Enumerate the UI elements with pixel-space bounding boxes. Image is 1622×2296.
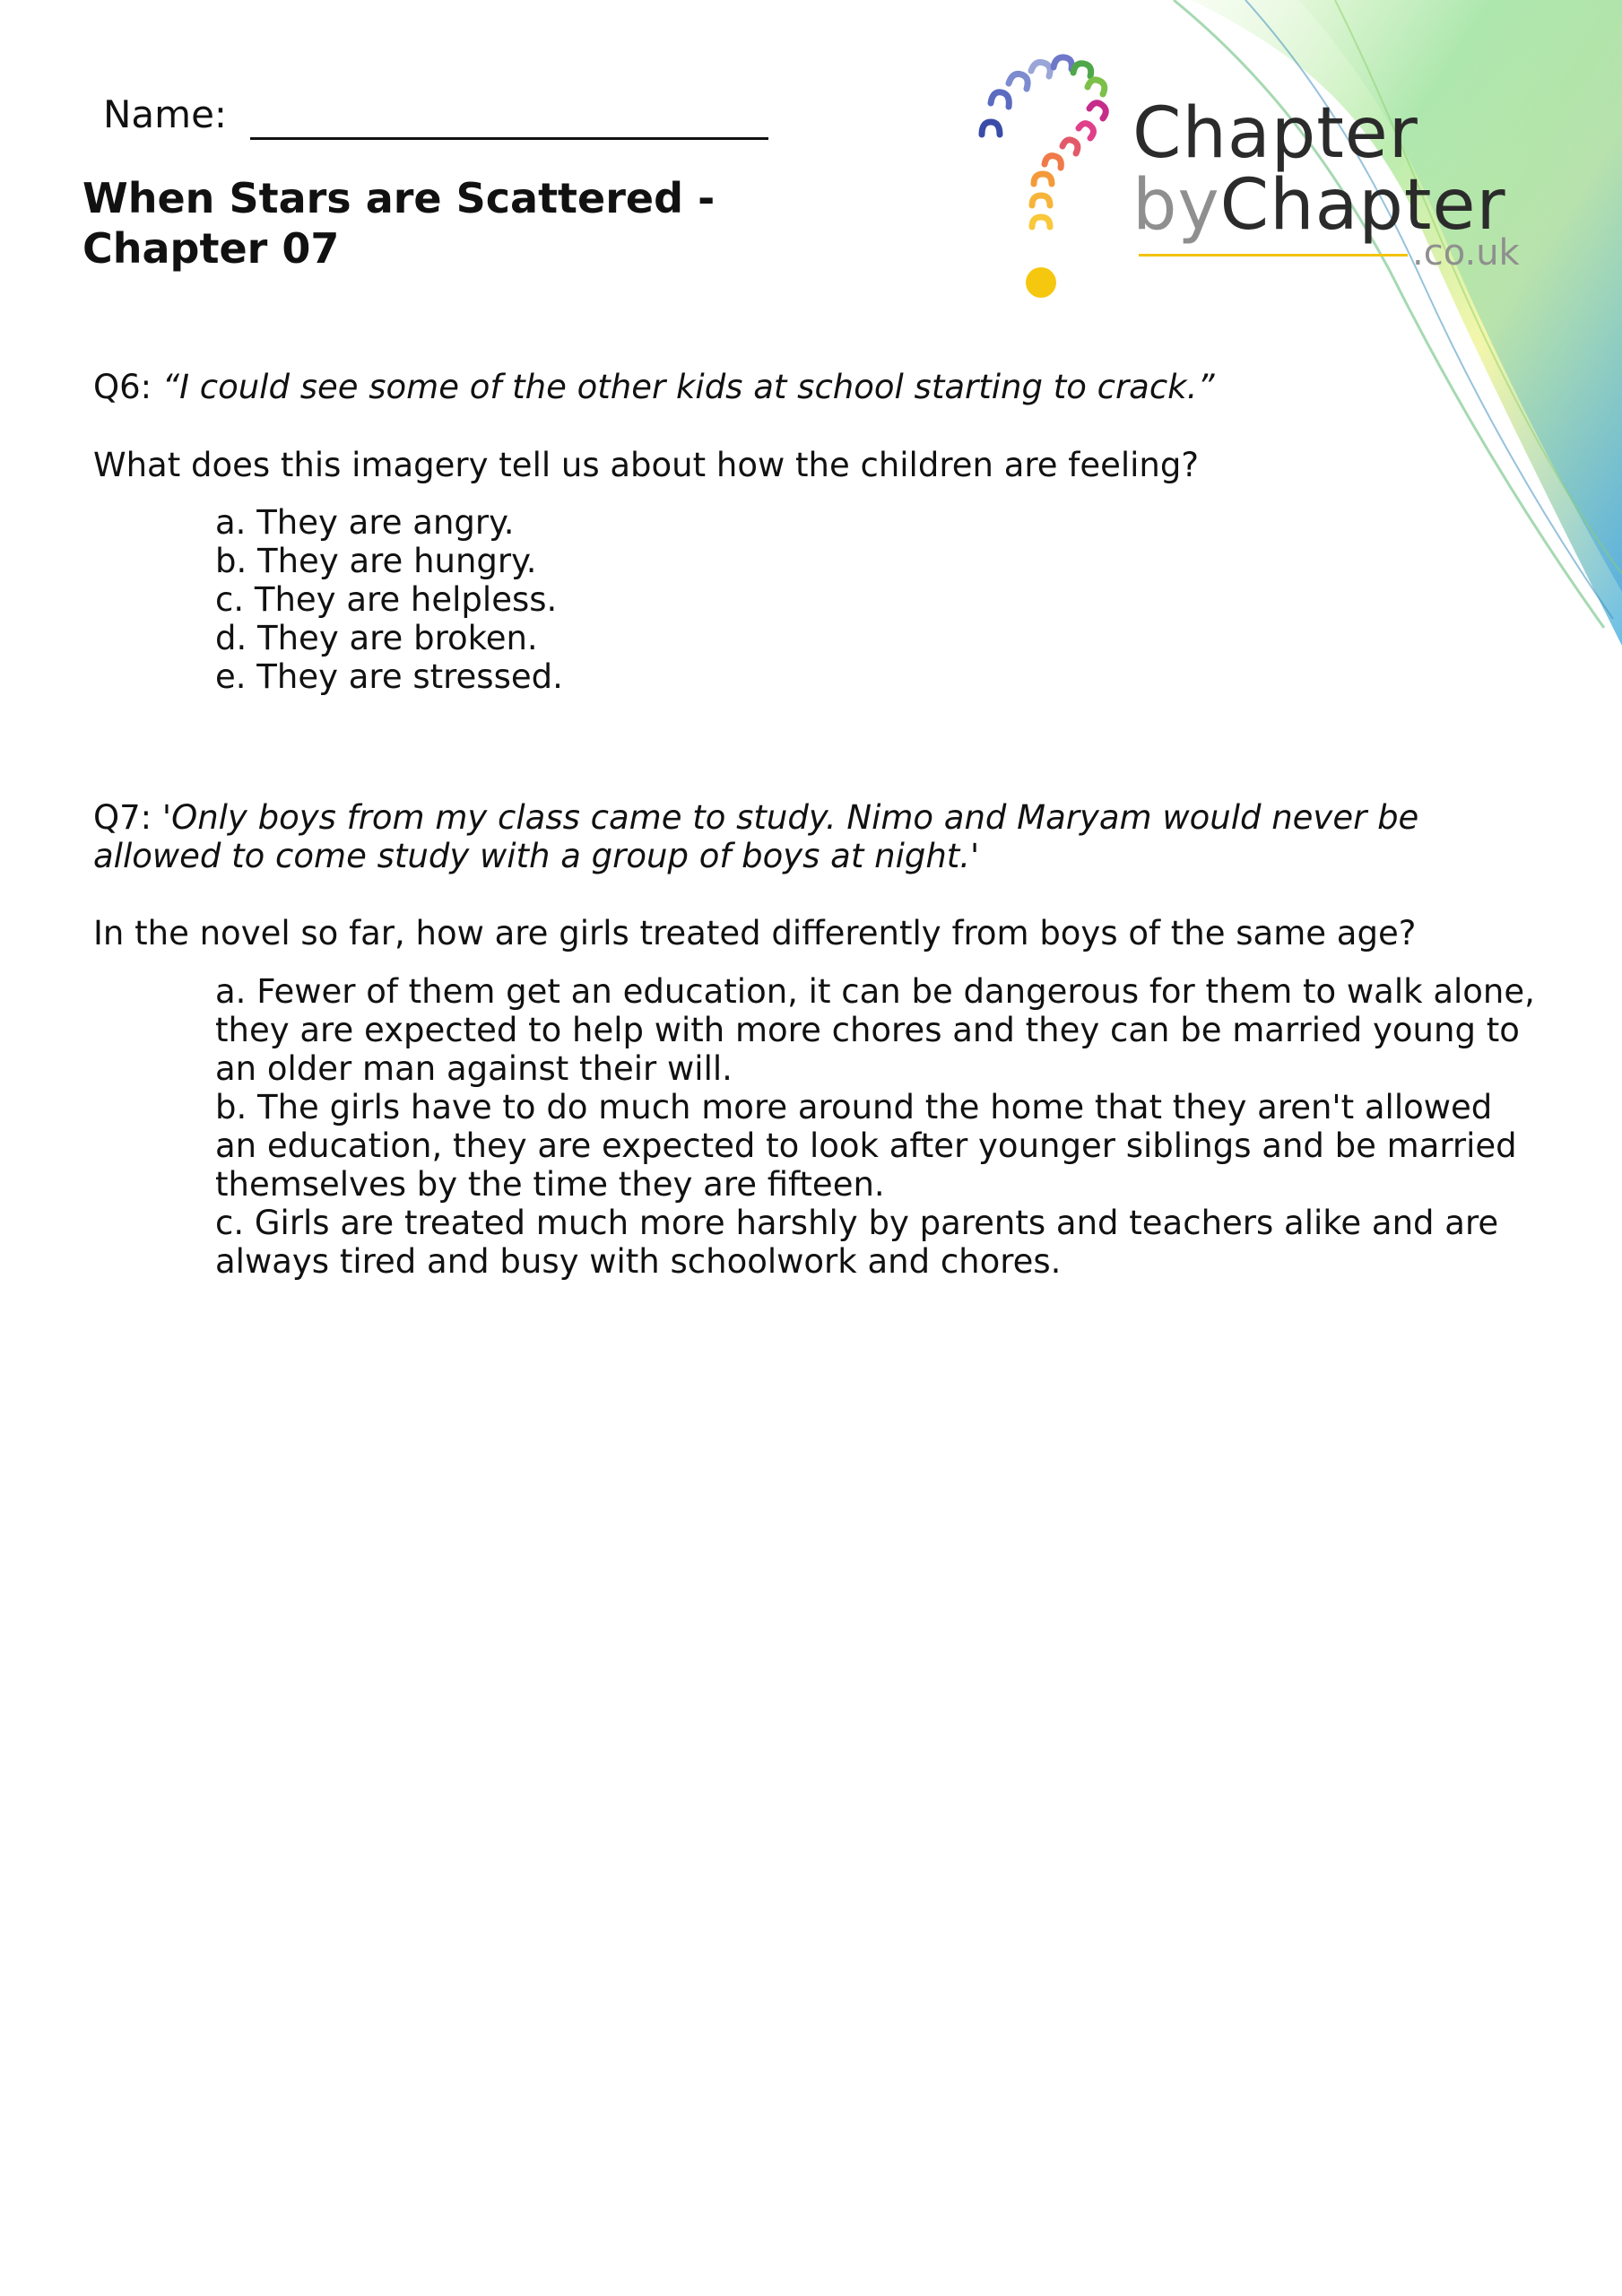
title-line-1: When Stars are Scattered -	[82, 174, 716, 222]
q7-options	[215, 972, 1542, 1281]
q6-option-d[interactable]: d. They are broken.	[215, 619, 538, 657]
q6-option-e[interactable]: e. They are stressed.	[215, 657, 563, 696]
q6-option-c[interactable]: c. They are helpless.	[215, 580, 558, 619]
book-question-mark-icon	[964, 49, 1143, 318]
q6-quote: “I could see some of the other kids at school starting to crack.”	[161, 368, 1215, 406]
logo-underline	[1139, 254, 1408, 257]
q7-quote-line	[93, 798, 1465, 875]
name-blank-line[interactable]	[250, 94, 768, 140]
logo-domain: .co.uk	[1412, 232, 1520, 274]
q6-quote-line	[93, 368, 1492, 406]
name-field-row	[103, 90, 768, 140]
q7-quote: 'Only boys from my class came to study. Nimo and Maryam would never be allowed to come study with a group of boys at night.'	[93, 798, 1419, 875]
q7-option-c[interactable]: c. Girls are treated much more harshly by parents and teachers alike and are always tired and busy with schoolwork and chores.	[215, 1204, 1499, 1281]
q6-number: Q6:	[93, 368, 152, 406]
title-line-2: Chapter 07	[82, 224, 340, 273]
q7-option-b[interactable]: b. The girls have to do much more around the home that they aren't allowed an education, they are expected to look after younger siblings and be married themselves by the time they are fifteen.	[215, 1088, 1517, 1204]
q6-option-a[interactable]: a. They are angry.	[215, 503, 515, 542]
logo-wordmark-by: by	[1132, 165, 1220, 246]
worksheet-title	[82, 173, 800, 274]
q6-prompt: What does this imagery tell us about how the children are feeling?	[93, 446, 1199, 484]
q6-option-b[interactable]: b. They are hungry.	[215, 542, 537, 580]
q7-prompt: In the novel so far, how are girls treated differently from boys of the same age?	[93, 914, 1417, 952]
q7-option-a[interactable]: a. Fewer of them get an education, it can be dangerous for them to walk alone, they are expected to help with more chores and they can be married young to an older man against their will.	[215, 972, 1535, 1088]
q6-options	[215, 503, 1542, 696]
logo-wordmark-line-1: Chapter	[1132, 93, 1418, 174]
q7-number: Q7:	[93, 798, 152, 837]
logo-wordmark-chapter: Chapter	[1219, 165, 1506, 246]
name-label: Name:	[103, 92, 228, 136]
chapter-by-chapter-logo	[964, 49, 1538, 318]
